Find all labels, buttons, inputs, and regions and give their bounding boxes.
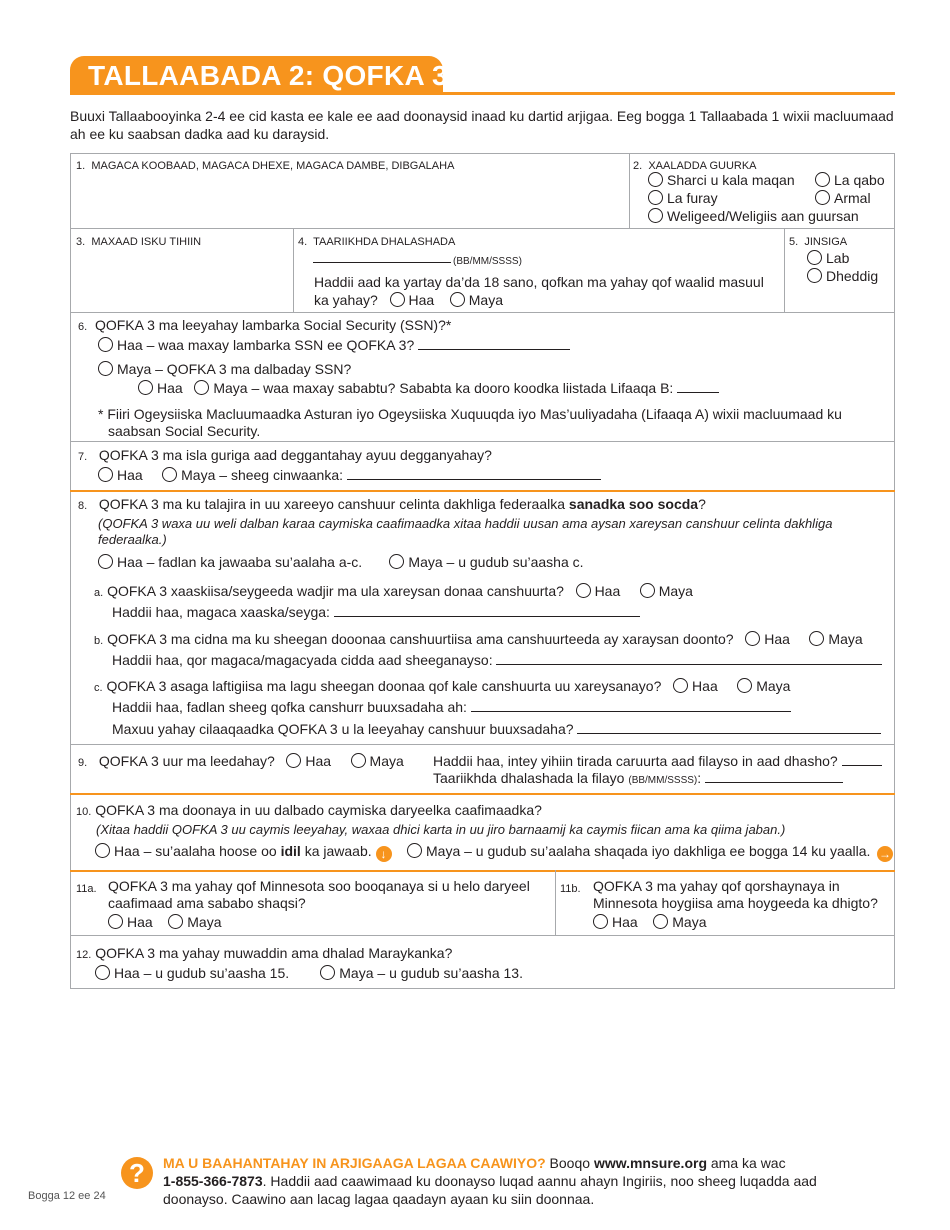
radio-button[interactable] <box>98 467 113 482</box>
radio-button[interactable] <box>648 190 663 205</box>
marital-option[interactable]: Sharci u kala maqan <box>648 171 795 189</box>
intro-text: Buuxi Tallaabooyinka 2-4 ee cid kasta ee kale ee aad doonaysid inaad ku dartid arjigaa. Eeg bogga 1 Tallaabada 1 wixii macluumaad ah ee ku saabsan dadka aad ku daraysid. <box>70 108 894 142</box>
address-input[interactable] <box>347 467 601 480</box>
q10-question: 10. QOFKA 3 ma doonaya in uu dalbado caymiska daryeelka caafimaadka? <box>76 802 542 818</box>
radio-button[interactable] <box>138 380 153 395</box>
q11b-question-cont: Minnesota hoygiisa ama hoygeeda ka dhigto? <box>593 895 878 911</box>
radio-button[interactable] <box>737 678 752 693</box>
radio-button[interactable] <box>95 965 110 980</box>
radio-button[interactable] <box>653 914 668 929</box>
radio-button[interactable] <box>807 268 822 283</box>
sex-option[interactable]: Lab <box>807 249 849 267</box>
radio-button[interactable] <box>98 337 113 352</box>
radio-button[interactable] <box>168 914 183 929</box>
radio-button[interactable] <box>351 753 366 768</box>
divider <box>70 441 895 442</box>
dependents-input[interactable] <box>496 652 882 665</box>
sex-option[interactable]: Dheddig <box>807 267 878 285</box>
divider-accent <box>70 870 895 872</box>
q8b-follow: Haddii haa, qor magaca/magacyada cidda aad sheeganayso: <box>112 651 882 669</box>
radio-button[interactable] <box>320 965 335 980</box>
q11a-question-cont: caafimaad ama sababo shaqsi? <box>108 895 306 911</box>
q12-options: Haa – u gudub su’aasha 15. Maya – u gudub su’aasha 13. <box>95 964 523 982</box>
name-field[interactable] <box>72 172 627 226</box>
q11a-num: 11a. <box>76 883 97 895</box>
q8c-follow: Haddii haa, fadlan sheeg qofka canshurr buuxsadaha ah: <box>112 698 791 716</box>
q6-sub: Haa Maya – waa maxay sababtu? Sababta ka dooro koodka liistada Lifaaqa B: <box>138 379 719 397</box>
q6-yes[interactable]: Haa – waa maxay lambarka SSN ee QOFKA 3? <box>98 336 570 354</box>
header-rule <box>70 92 895 95</box>
radio-button[interactable] <box>807 250 822 265</box>
q8a-follow: Haddii haa, magaca xaaska/seyga: <box>112 603 640 621</box>
radio-button[interactable] <box>673 678 688 693</box>
q8c-follow2: Maxuu yahay cilaaqaadka QOFKA 3 u la leeyahay canshuur buuxsadaha? <box>112 720 881 738</box>
radio-button[interactable] <box>640 583 655 598</box>
q9-follow1: Haddii haa, intey yihiin tirada caruurta aad filayso in aad dhasho? <box>433 752 882 770</box>
q7-options: Haa Maya – sheeg cinwaanka: <box>98 466 601 484</box>
q1-label: 1. MAGACA KOOBAAD, MAGACA DHEXE, MAGACA DAMBE, DIBGALAHA <box>76 160 455 172</box>
q2-label: 2. XAALADDA GUURKA <box>633 160 757 172</box>
q6-note-cont: saabsan Social Security. <box>108 423 261 439</box>
radio-button[interactable] <box>648 208 663 223</box>
dob-format: (BB/MM/SSSS) <box>453 256 522 267</box>
q8-note: (QOFKA 3 waxa uu weli dalban karaa caymiska caafimaadka xitaa haddii uusan ama aysan xareysan canshuur celinta dakhliga federaalka.) <box>98 516 833 547</box>
q10-yes[interactable]: Haa – su’aalaha hoose oo idil ka jawaab. ↓ <box>95 842 392 862</box>
radio-button[interactable] <box>162 467 177 482</box>
divider <box>70 228 895 229</box>
q6-question: 6. QOFKA 3 ma leeyahay lambarka Social Security (SSN)?* <box>78 317 452 333</box>
relationship-field[interactable] <box>72 248 291 310</box>
due-date-input[interactable] <box>705 770 843 783</box>
radio-button[interactable] <box>809 631 824 646</box>
radio-button[interactable] <box>98 554 113 569</box>
q6-no[interactable]: Maya – QOFKA 3 ma dalbaday SSN? <box>98 360 351 378</box>
radio-button[interactable] <box>450 292 465 307</box>
q6-note: * Fiiri Ogeysiiska Macluumaadka Asturan iyo Ogeysiiska Xuquuqda iyo Mas’uuliyadaha (Lifaaqa A) wixii macluumaad ku <box>98 406 842 422</box>
divider-accent <box>70 793 895 795</box>
radio-button[interactable] <box>815 190 830 205</box>
marital-option[interactable]: La furay <box>648 189 718 207</box>
column-divider <box>784 228 785 312</box>
spouse-name-input[interactable] <box>334 604 640 617</box>
divider <box>70 935 895 936</box>
ssn-input[interactable] <box>418 337 570 350</box>
q8c-question: c. QOFKA 3 asaga laftigiisa ma lagu sheegan doonaa qof kale canshuurta uu xareysanayo? Haa Maya <box>94 678 791 694</box>
section-title: TALLAABADA 2: QOFKA 3 <box>88 60 448 91</box>
radio-button[interactable] <box>389 554 404 569</box>
radio-button[interactable] <box>593 914 608 929</box>
q8b-question: b. QOFKA 3 ma cidna ma ku sheegan dooonaa canshuurtiisa ama canshuurteeda ay xaraysan doonto? Haa Maya <box>94 631 863 647</box>
marital-option[interactable]: Weligeed/Weligiis aan guursan <box>648 207 859 225</box>
column-divider <box>555 870 556 935</box>
radio-button[interactable] <box>194 380 209 395</box>
q11a-options: Haa Maya <box>108 913 221 931</box>
radio-button[interactable] <box>745 631 760 646</box>
radio-button[interactable] <box>95 843 110 858</box>
arrow-right-icon: → <box>879 847 891 861</box>
marital-option[interactable]: La qabo <box>815 171 885 189</box>
children-count-input[interactable] <box>842 753 882 766</box>
q11a-question: QOFKA 3 ma yahay qof Minnesota soo booqanaya si u helo daryeel <box>108 878 530 894</box>
q4-label: 4. TAARIIKHDA DHALASHADA <box>298 236 456 248</box>
column-divider <box>293 228 294 312</box>
radio-button[interactable] <box>98 361 113 376</box>
q11b-num: 11b. <box>560 883 581 895</box>
radio-button[interactable] <box>576 583 591 598</box>
q8-question: 8. QOFKA 3 ma ku talajira in uu xareeyo canshuur celinta dakhliga federaalka sanadka soo socda? <box>78 496 706 512</box>
q12-question: 12. QOFKA 3 ma yahay muwaddin ama dhalad Maraykanka? <box>76 945 453 961</box>
radio-button[interactable] <box>407 843 422 858</box>
relationship-input[interactable] <box>577 721 881 734</box>
marital-option[interactable]: Armal <box>815 189 871 207</box>
arrow-down-icon: ↓ <box>376 846 392 862</box>
radio-button[interactable] <box>815 172 830 187</box>
dob-input[interactable] <box>313 250 451 263</box>
divider-accent <box>70 490 895 492</box>
q9-question: 9. QOFKA 3 uur ma leedahay? Haa Maya <box>78 753 404 769</box>
column-divider <box>629 153 630 228</box>
help-icon: ? <box>121 1157 153 1189</box>
tax-filer-input[interactable] <box>471 699 791 712</box>
radio-button[interactable] <box>390 292 405 307</box>
help-phone[interactable]: 1-855-366-7873 <box>163 1173 263 1189</box>
q8a-question: a. QOFKA 3 xaaskiisa/seygeeda wadjir ma ula xareysan donaa canshuurta? Haa Maya <box>94 583 693 599</box>
page-number: Bogga 12 ee 24 <box>28 1190 106 1202</box>
q8-options: Haa – fadlan ka jawaaba su’aalaha a-c. Maya – u gudub su’aasha c. <box>98 553 584 571</box>
help-link[interactable]: www.mnsure.org <box>593 1155 707 1171</box>
q11b-question: QOFKA 3 ma yahay qof qorshaynaya in <box>593 878 840 894</box>
q3-label: 3. MAXAAD ISKU TIHIIN <box>76 236 202 248</box>
reason-code-input[interactable] <box>677 380 719 393</box>
guardian-question: Haddii aad ka yartay da’da 18 sano, qofkan ma yahay qof waalid masuul <box>314 274 764 290</box>
divider <box>70 744 895 745</box>
q10-no[interactable]: Maya – u gudub su’aalaha shaqada iyo dakhliga ee bogga 14 ku yaalla. <box>407 842 870 860</box>
divider <box>70 312 895 313</box>
q7-question: 7. QOFKA 3 ma isla guriga aad deggantahay ayuu degganyahay? <box>78 447 492 463</box>
guardian-question-cont: ka yahay? Haa Maya <box>314 292 503 308</box>
radio-button[interactable] <box>648 172 663 187</box>
q10-note: (Xitaa haddii QOFKA 3 uu caymis leeyahay, waxaa dhici karta in uu jiro barnaamij ka caymis fiican ama ka qiima jaban.) <box>96 822 786 837</box>
q11b-options: Haa Maya <box>593 913 706 931</box>
q9-follow2: Taariikhda dhalashada la filayo (BB/MM/SSSS): <box>433 769 843 790</box>
radio-button[interactable] <box>286 753 301 768</box>
radio-button[interactable] <box>108 914 123 929</box>
help-text: MA U BAAHANTAHAY IN ARJIGAAGA LAGAA CAAWIYO? Booqo www.mnsure.org ama ka wac 1-855-366-7873. Haddii aad caawimaad ku doonayso luqad aannu ahayn Ingiriis, noo sheeg luqadda aad doonayso. Caawino aan lacag lagaa qaadayn ayaan ku siin doonnaa. <box>163 1155 817 1207</box>
q5-label: 5. JINSIGA <box>789 236 848 248</box>
